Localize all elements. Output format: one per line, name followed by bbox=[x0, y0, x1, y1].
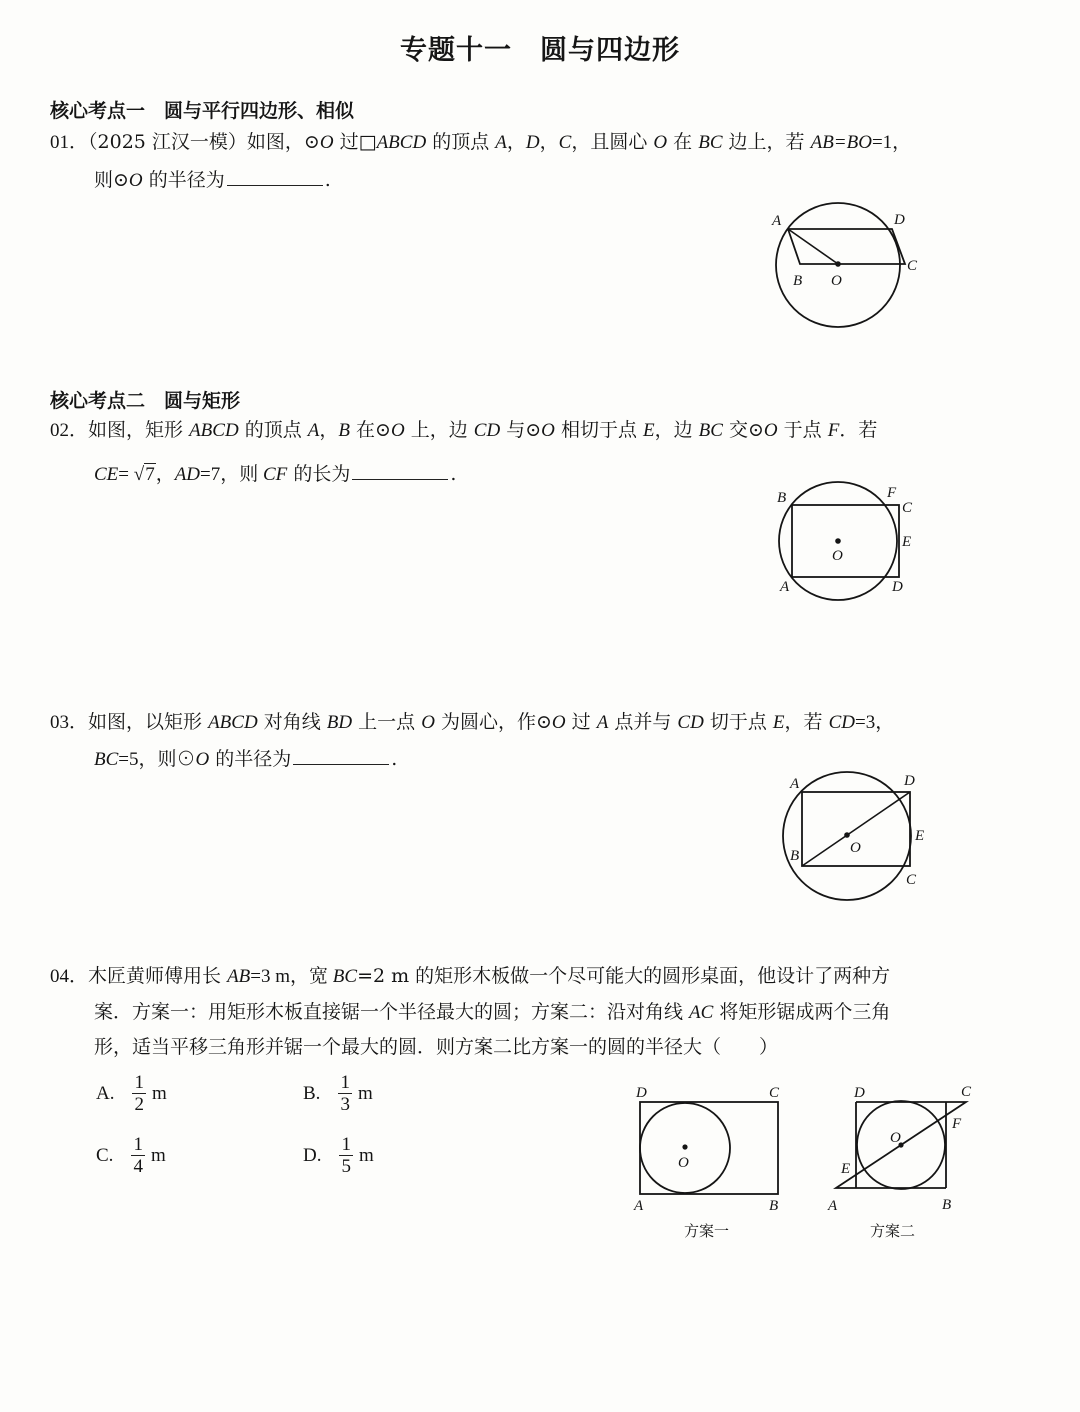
option-d[interactable]: D. $\frac{1}{5}$ m bbox=[303, 1134, 374, 1177]
q4-figure-plan-1 bbox=[628, 1078, 793, 1218]
plan1-label-b: B bbox=[769, 1198, 779, 1214]
q4-number: 04． bbox=[50, 966, 89, 987]
question-4-line-1: 04．木匠黄师傅用长 AB=3 m，宽 BC=2 m 的矩形木板做一个尽可能大的圆形桌面，他设计了两种方 bbox=[50, 965, 891, 987]
q3-label-d: D bbox=[904, 773, 915, 789]
question-4-line-2: 案．方案一：用矩形木板直接锯一个半径最大的圆；方案二：沿对角线 AC 将矩形锯成两个三角 bbox=[94, 1001, 891, 1023]
answer-blank[interactable] bbox=[352, 461, 448, 480]
plan2-label-c: C bbox=[961, 1084, 972, 1100]
section-heading-2: 核心考点二 圆与矩形 bbox=[50, 390, 241, 412]
plan2-label-b: B bbox=[942, 1197, 952, 1213]
plan1-center-dot bbox=[682, 1144, 687, 1149]
q2-label-d: D bbox=[892, 579, 903, 595]
answer-blank[interactable] bbox=[227, 167, 323, 186]
q1-number: 01． bbox=[50, 132, 89, 153]
question-1-line-1: 01．（2025 江汉一模）如图，⊙O 过□ABCD 的顶点 A，D，C，且圆心 O 在 BC 边上，若 AB=BO=1， bbox=[50, 131, 912, 153]
q1-label-o: O bbox=[831, 273, 842, 289]
plan2-label-a: A bbox=[828, 1198, 838, 1214]
plan1-label-o: O bbox=[678, 1155, 689, 1171]
q2-rectangle bbox=[792, 505, 899, 577]
plan2-label-f: F bbox=[952, 1116, 962, 1132]
option-a-fraction: $\frac{1}{2}$ bbox=[134, 1072, 144, 1115]
q3-number: 03． bbox=[50, 712, 89, 733]
q1-figure bbox=[760, 196, 930, 336]
q2-label-b: B bbox=[777, 490, 787, 506]
sqrt-radicand: 7 bbox=[145, 464, 155, 485]
q3-label-b: B bbox=[790, 848, 800, 864]
q2-figure bbox=[770, 480, 930, 605]
page-title: 专题十一 圆与四边形 bbox=[400, 35, 680, 66]
plan2-label-o: O bbox=[890, 1130, 901, 1146]
option-a[interactable]: A. $\frac{1}{2}$ m bbox=[96, 1072, 167, 1115]
question-3-line-1: 03．如图，以矩形 ABCD 对角线 BD 上一点 O 为圆心，作⊙O 过 A 点并与 CD 切于点 E，若 CD=3， bbox=[50, 711, 895, 733]
parallelogram-symbol: □ bbox=[358, 131, 377, 153]
q3-figure bbox=[772, 768, 942, 904]
q1-parallelogram bbox=[788, 229, 905, 264]
q2-center-dot bbox=[835, 538, 841, 544]
q2-number: 02． bbox=[50, 420, 89, 441]
option-c[interactable]: C. $\frac{1}{4}$ m bbox=[96, 1134, 166, 1177]
question-4-line-3: 形，适当平移三角形并锯一个最大的圆．则方案二比方案一的圆的半径大（ ） bbox=[94, 1036, 779, 1058]
option-b-fraction: $\frac{1}{3}$ bbox=[340, 1072, 350, 1115]
plan1-rectangle bbox=[640, 1102, 778, 1194]
q1-source: （2025 江汉一模） bbox=[88, 131, 247, 153]
question-2-line-2: CE= √7，AD=7，则 CF 的长为 . bbox=[94, 463, 457, 485]
q1-segment-ao bbox=[788, 229, 838, 264]
question-1-line-2: 则⊙O 的半径为 . bbox=[94, 169, 331, 191]
plan1-label-d: D bbox=[636, 1085, 647, 1101]
section-heading-1: 核心考点一 圆与平行四边形、相似 bbox=[50, 100, 355, 122]
q1-label-a: A bbox=[772, 213, 782, 229]
q2-label-c: C bbox=[902, 500, 913, 516]
plan-2-caption: 方案二 bbox=[870, 1222, 916, 1240]
plan2-label-d: D bbox=[854, 1085, 865, 1101]
q2-label-e: E bbox=[902, 534, 912, 550]
question-3-line-2: BC=5，则⊙O 的半径为 . bbox=[94, 748, 398, 770]
plan1-label-a: A bbox=[634, 1198, 644, 1214]
q2-label-a: A bbox=[780, 579, 790, 595]
question-2-line-1: 02．如图，矩形 ABCD 的顶点 A，B 在⊙O 上，边 CD 与⊙O 相切于点 E，边 BC 交⊙O 于点 F．若 bbox=[50, 419, 878, 441]
option-b[interactable]: B. $\frac{1}{3}$ m bbox=[303, 1072, 373, 1115]
option-d-fraction: $\frac{1}{5}$ bbox=[341, 1134, 351, 1177]
option-c-fraction: $\frac{1}{4}$ bbox=[133, 1134, 143, 1177]
q3-label-a: A bbox=[790, 776, 800, 792]
q3-center-dot bbox=[844, 832, 850, 838]
plan1-label-c: C bbox=[769, 1085, 780, 1101]
q1-center-dot bbox=[835, 261, 841, 267]
q1-label-c: C bbox=[907, 258, 918, 274]
q1-label-d: D bbox=[894, 212, 905, 228]
q4-figure-plan-2 bbox=[822, 1078, 982, 1218]
q2-label-o: O bbox=[832, 548, 843, 564]
q3-label-o: O bbox=[850, 840, 861, 856]
q3-label-c: C bbox=[906, 872, 917, 888]
q1-label-b: B bbox=[793, 273, 803, 289]
answer-blank[interactable] bbox=[293, 746, 389, 765]
plan-1-caption: 方案一 bbox=[684, 1222, 730, 1240]
q3-label-e: E bbox=[915, 828, 925, 844]
q2-label-f: F bbox=[887, 485, 897, 501]
plan2-label-e: E bbox=[841, 1161, 851, 1177]
